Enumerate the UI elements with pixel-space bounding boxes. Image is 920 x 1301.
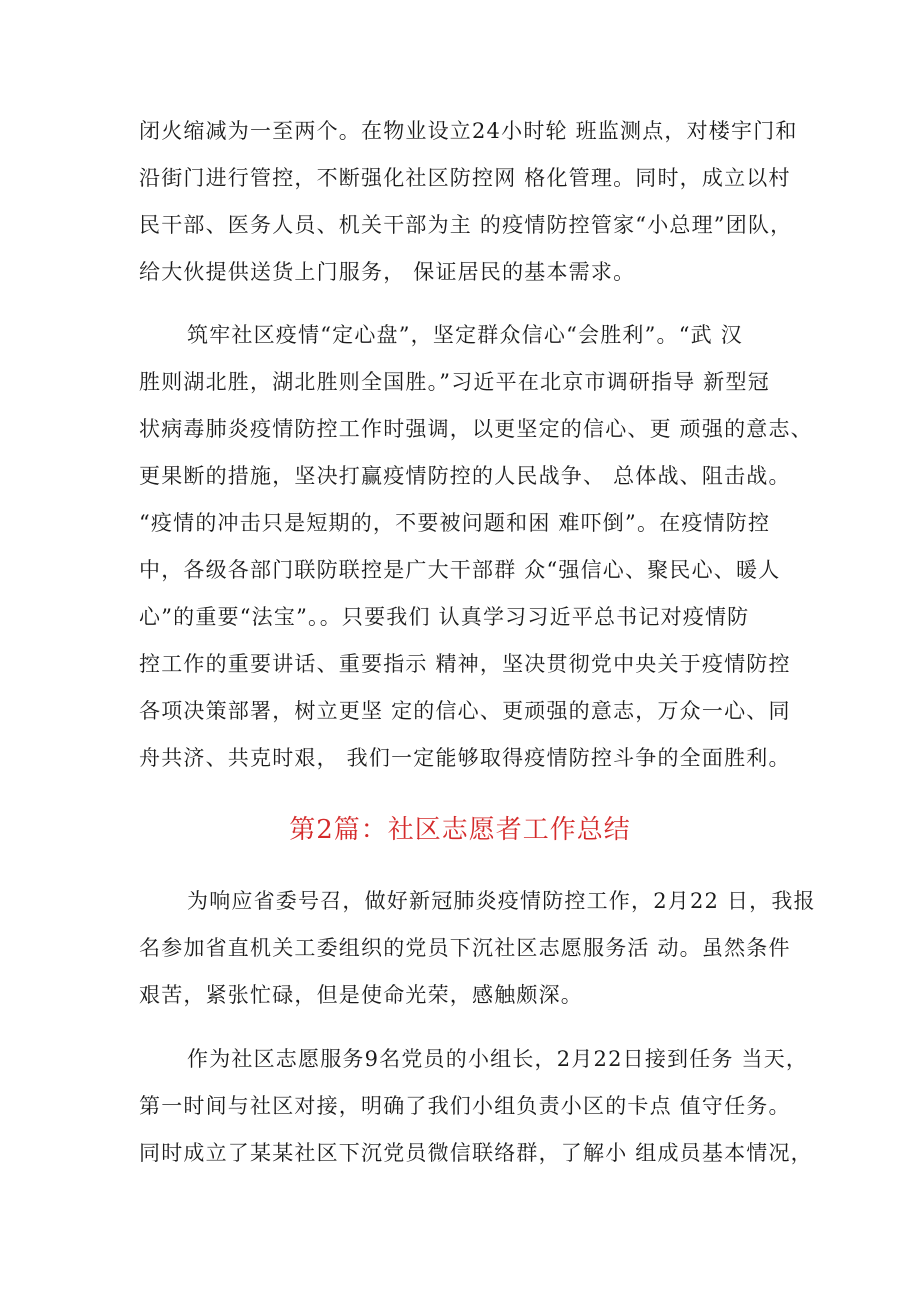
paragraph-2-line-2: 胜则湖北胜，湖北胜则全国胜。”习近平在北京市调研指导 新型冠 [139,370,770,394]
paragraph-1-line-4: 给大伙提供送货上门服务， 保证居民的基本需求。 [139,260,636,284]
paragraph-4-line-1: 作为社区志愿服务9名党员的小组长，2月22日接到任务 当天， [187,1047,809,1071]
paragraph-2-line-4: 更果断的措施，坚决打赢疫情防控的人民战争、 总体战、阻击战。 [139,464,791,488]
paragraph-1-line-1: 闭火缩减为一至两个。在物业设立24小时轮 班监测点，对楼宇门和 [139,119,798,143]
paragraph-2-line-5: “疫情的冲击只是短期的，不要被问题和困 难吓倒”。在疫情防控 [139,511,771,535]
paragraph-4-line-2: 第一时间与社区对接，明确了我们小组负责小区的卡点 值守任务。 [139,1094,791,1118]
paragraph-1-line-3: 民干部、医务人员、机关干部为主 的疫情防控管家“小总理”团队， [139,213,793,237]
paragraph-3-line-1: 为响应省委号召，做好新冠肺炎疫情防控工作，2月22 日，我报 [187,889,816,913]
paragraph-2-line-10: 舟共济、共克时艰， 我们一定能够取得疫情防控斗争的全面胜利。 [139,746,791,770]
paragraph-2-line-3: 状病毒肺炎疫情防控工作时强调，以更坚定的信心、更 顽强的意志、 [139,417,813,441]
paragraph-2-line-6: 中，各级各部门联防联控是广大干部群 众“强信心、聚民心、暖人 [139,558,781,582]
paragraph-3-line-2: 名参加省直机关工委组织的党员下沉社区志愿服务活 动。虽然条件 [139,936,791,960]
section-heading: 第2篇：社区志愿者工作总结 [289,815,631,845]
paragraph-2-line-9: 各项决策部署，树立更坚 定的信心、更顽强的意志，万众一心、同 [139,699,791,723]
paragraph-4-line-3: 同时成立了某某社区下沉党员微信联络群，了解小 组成员基本情况， [139,1141,813,1165]
paragraph-2-line-7: 心”的重要“法宝”。。只要我们 认真学习习近平总书记对疫情防 [139,605,750,629]
paragraph-2-line-8: 控工作的重要讲话、重要指示 精神，坚决贯彻党中央关于疫情防控 [139,652,791,676]
paragraph-1-line-2: 沿街门进行管控，不断强化社区防控网 格化管理。同时，成立以村 [139,166,791,190]
paragraph-2-line-1: 筑牢社区疫情“定心盘”，坚定群众信心“会胜利”。“武 汉 [187,323,743,347]
paragraph-3-line-3: 艰苦，紧张忙碌，但是使命光荣，感触颇深。 [139,983,583,1007]
